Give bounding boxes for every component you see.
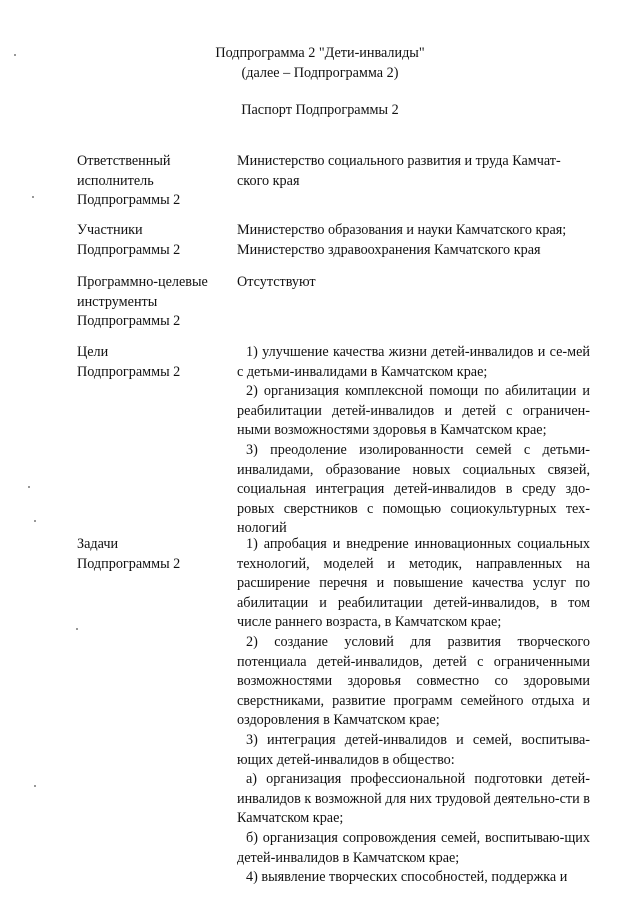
task-paragraph: б) организация сопровождения семей, воспитываю-щих детей-инвалидов в Камчатском крае; — [237, 829, 590, 866]
label-line: Программно-целевые — [77, 274, 208, 290]
label-line: исполнитель — [77, 172, 154, 189]
task-paragraph: 4) выявление творческих способностей, поддержка и — [246, 869, 568, 886]
row-label — [77, 273, 227, 332]
scan-speck — [34, 520, 36, 522]
row-value — [237, 221, 590, 260]
row-label — [77, 535, 227, 574]
scan-speck — [76, 628, 78, 630]
label-line: Подпрограммы 2 — [77, 363, 181, 380]
row-label — [77, 343, 227, 382]
scan-speck — [34, 785, 36, 787]
row-value — [237, 535, 590, 888]
goal-paragraph: 1) улучшение качества жизни детей-инвалидов и се-мей с детьми-инвалидами в Камчатском крае; — [237, 344, 590, 380]
label-line: Цели — [77, 344, 109, 360]
passport-title: Паспорт Подпрограммы 2 — [241, 102, 399, 118]
value-line: Министерство образования и науки Камчатского края; — [237, 222, 567, 238]
task-paragraph: а) организация профессиональной подготовки детей-инвалидов к возможной для них трудовой деятельно-сти в Камчатском крае; — [237, 771, 590, 827]
task-paragraph: 2) создание условий для развития творческого потенциала детей-инвалидов, детей с ограниченными возможностями здоровья совместно со здоровыми сверстниками, развитие программ семейного отдыха и оздоровления в Камчатском крае; — [237, 633, 590, 729]
label-line: Подпрограммы 2 — [77, 313, 181, 330]
label-line: Подпрограммы 2 — [77, 192, 181, 209]
task-paragraph: 3) интеграция детей-инвалидов и семей, воспитыва-ющих детей-инвалидов в общество: — [237, 731, 590, 768]
goal-paragraph: 2) организация комплексной помощи по абилитации и реабилитации детей-инвалидов и детей с ограничен-ными возможностями здоровья в Камчатском крае; — [237, 383, 590, 439]
row-label — [77, 152, 227, 211]
row-value — [237, 152, 590, 191]
label-line: Подпрограммы 2 — [77, 555, 181, 572]
value-line: ского края — [237, 172, 300, 189]
label-line: Задачи — [77, 536, 119, 552]
label-line: инструменты — [77, 293, 158, 310]
label-line: Участники — [77, 222, 143, 238]
scan-speck — [32, 196, 34, 198]
label-line: Ответственный — [77, 153, 171, 169]
row-value — [237, 343, 590, 539]
row-value — [237, 273, 590, 293]
scan-speck — [28, 486, 30, 488]
label-line: Подпрограммы 2 — [77, 241, 181, 258]
value-line: Министерство здравоохранения Камчатского края — [237, 241, 541, 258]
scan-speck — [14, 54, 16, 56]
row-label — [77, 221, 227, 260]
value-line: Министерство социального развития и труда Камчат- — [237, 153, 561, 169]
goal-paragraph: 3) преодоление изолированности семей с детьми-инвалидами, образование новых социальных связей, социальная интеграция детей-инвалидов в среду здо-ровых сверстников с помощью социокультурных тех-нологий — [237, 441, 590, 537]
subprogram-subtitle: (далее – Подпрограмма 2) — [241, 65, 399, 81]
task-paragraph: 1) апробация и внедрение инновационных социальных технологий, моделей и методик, направленных на расширение перечня и повышение качества услуг по абилитации и реабилитации детей-инвалидов, в том числе раннего возраста, в Камчатском крае; — [237, 536, 590, 631]
value-line: Отсутствуют — [237, 274, 316, 290]
subprogram-title: Подпрограмма 2 "Дети-инвалиды" — [215, 45, 425, 61]
